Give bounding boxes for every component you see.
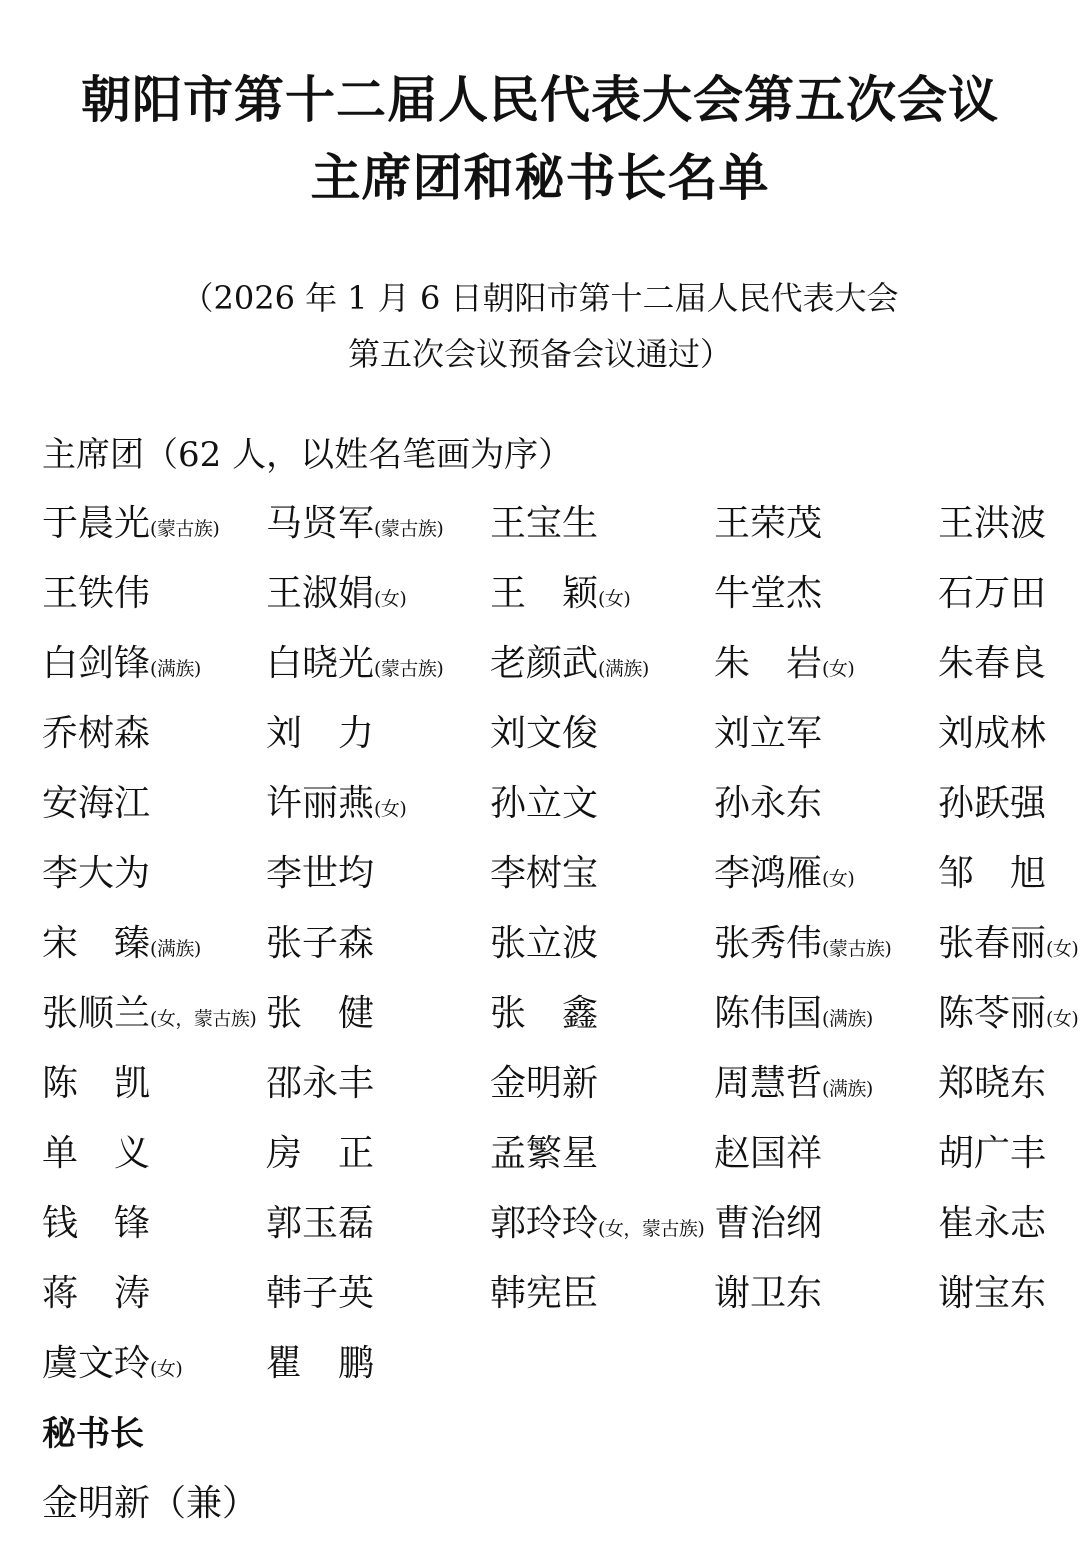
presidium-member: [42, 1264, 266, 1334]
presidium-member: [490, 1194, 714, 1264]
member-name: 许丽燕: [266, 783, 375, 824]
member-name: 张顺兰: [42, 993, 151, 1034]
presidium-heading: 主席团（62 人，以姓名笔画为序）: [42, 435, 573, 475]
presidium-member: [42, 984, 266, 1054]
member-note: (女): [1046, 1008, 1079, 1030]
member-name: 张 健: [266, 993, 375, 1034]
presidium-member: [42, 774, 266, 844]
member-name: 张 鑫: [490, 993, 599, 1034]
member-name: 谢卫东: [714, 1273, 823, 1314]
member-name: 孙立文: [490, 783, 599, 824]
presidium-member: [42, 844, 266, 914]
member-name: 陈苓丽: [938, 993, 1047, 1034]
presidium-member: [938, 984, 1080, 1054]
presidium-member: [42, 1124, 266, 1194]
member-name: 钱 锋: [42, 1203, 151, 1244]
presidium-member: [938, 844, 1080, 914]
member-name: 孙永东: [714, 783, 823, 824]
presidium-member: [42, 1194, 266, 1264]
presidium-member: [490, 1264, 714, 1334]
member-name: 虞文玲: [42, 1343, 151, 1384]
presidium-member: [714, 984, 938, 1054]
member-note: (女): [1046, 938, 1079, 960]
member-note: (女): [598, 588, 631, 610]
member-name: 于晨光: [42, 503, 151, 544]
member-note: (满族): [598, 658, 649, 680]
member-name: 朱春良: [938, 643, 1047, 684]
member-name: 王 颖: [490, 573, 599, 614]
presidium-member: [266, 634, 490, 704]
member-name: 孙跃强: [938, 783, 1047, 824]
member-note: (满族): [822, 1008, 873, 1030]
member-note: (满族): [822, 1078, 873, 1100]
member-name: 瞿 鹏: [266, 1343, 375, 1384]
member-note: (女): [150, 1358, 183, 1380]
member-note: (女): [822, 868, 855, 890]
presidium-member: [266, 1334, 490, 1404]
member-name: 刘文俊: [490, 713, 599, 754]
member-name: 刘成林: [938, 713, 1047, 754]
adoption-note-line-2: 第五次会议预备会议通过）: [347, 335, 732, 373]
member-name: 李鸿雁: [714, 853, 823, 894]
presidium-member: [714, 1054, 938, 1124]
presidium-member: [714, 634, 938, 704]
member-name: 张立波: [490, 923, 599, 964]
presidium-member: [714, 844, 938, 914]
member-name: 周慧哲: [714, 1063, 823, 1104]
presidium-member: [714, 704, 938, 774]
member-note: (蒙古族): [822, 938, 892, 960]
member-name: 金明新: [490, 1063, 599, 1104]
member-name: 孟繁星: [490, 1133, 599, 1174]
presidium-member: [266, 1054, 490, 1124]
member-note: (蒙古族): [150, 518, 220, 540]
member-name: 韩宪臣: [490, 1273, 599, 1314]
member-name: 李树宝: [490, 853, 599, 894]
presidium-member: [714, 774, 938, 844]
presidium-member: [42, 704, 266, 774]
presidium-member: [938, 1054, 1080, 1124]
member-name: 刘 力: [266, 713, 375, 754]
presidium-member: [714, 494, 938, 564]
presidium-member: [938, 774, 1080, 844]
presidium-member: [714, 914, 938, 984]
member-name: 曹治纲: [714, 1203, 823, 1244]
member-name: 郭玲玲: [490, 1203, 599, 1244]
member-name: 郭玉磊: [266, 1203, 375, 1244]
presidium-member: [938, 1264, 1080, 1334]
member-name: 刘立军: [714, 713, 823, 754]
presidium-member-list: [42, 494, 1080, 1404]
member-name: 李大为: [42, 853, 151, 894]
presidium-member: [42, 564, 266, 634]
member-name: 马贤军: [266, 503, 375, 544]
presidium-member: [490, 1054, 714, 1124]
presidium-member: [42, 914, 266, 984]
presidium-member: [714, 1264, 938, 1334]
member-name: 张秀伟: [714, 923, 823, 964]
presidium-member: [266, 984, 490, 1054]
presidium-member: [266, 1124, 490, 1194]
presidium-member: [42, 1054, 266, 1124]
presidium-member: [266, 564, 490, 634]
member-name: 白晓光: [266, 643, 375, 684]
secretary-general-name: 金明新（兼）: [42, 1483, 259, 1524]
presidium-member: [266, 704, 490, 774]
member-note: (女): [374, 588, 407, 610]
member-note: (女，蒙古族): [150, 1008, 257, 1030]
member-note: (蒙古族): [374, 518, 444, 540]
member-name: 白剑锋: [42, 643, 151, 684]
member-name: 张春丽: [938, 923, 1047, 964]
member-name: 谢宝东: [938, 1273, 1047, 1314]
member-name: 单 义: [42, 1133, 151, 1174]
adoption-note-line-1: （2026 年 1 月 6 日朝阳市第十二届人民代表大会: [181, 279, 899, 317]
member-name: 石万田: [938, 573, 1047, 614]
member-note: (满族): [150, 938, 201, 960]
presidium-member: [42, 1334, 266, 1404]
secretary-general-heading: 秘书长: [42, 1414, 144, 1454]
member-name: 宋 臻: [42, 923, 151, 964]
presidium-member: [490, 494, 714, 564]
presidium-member: [266, 1194, 490, 1264]
presidium-member: [490, 704, 714, 774]
presidium-member: [938, 914, 1080, 984]
member-note: (女): [822, 658, 855, 680]
presidium-member: [490, 844, 714, 914]
presidium-member: [938, 1194, 1080, 1264]
presidium-member: [266, 914, 490, 984]
presidium-member: [490, 984, 714, 1054]
member-name: 赵国祥: [714, 1133, 823, 1174]
presidium-member: [266, 774, 490, 844]
member-name: 蒋 涛: [42, 1273, 151, 1314]
member-name: 牛堂杰: [714, 573, 823, 614]
presidium-member: [714, 564, 938, 634]
member-name: 王荣茂: [714, 503, 823, 544]
member-name: 陈 凯: [42, 1063, 151, 1104]
presidium-member: [490, 564, 714, 634]
member-note: (蒙古族): [374, 658, 444, 680]
member-name: 韩子英: [266, 1273, 375, 1314]
presidium-member: [490, 634, 714, 704]
member-name: 老颜武: [490, 643, 599, 684]
document-title-line-2: 主席团和秘书长名单: [310, 148, 770, 207]
member-name: 张子森: [266, 923, 375, 964]
presidium-member: [938, 494, 1080, 564]
presidium-member: [490, 774, 714, 844]
presidium-member: [938, 564, 1080, 634]
member-name: 王淑娟: [266, 573, 375, 614]
member-name: 朱 岩: [714, 643, 823, 684]
member-note: (女): [374, 798, 407, 820]
presidium-member: [714, 1124, 938, 1194]
presidium-member: [938, 704, 1080, 774]
presidium-member: [266, 494, 490, 564]
presidium-member: [266, 844, 490, 914]
member-note: (满族): [150, 658, 201, 680]
presidium-member: [938, 1124, 1080, 1194]
presidium-member: [42, 634, 266, 704]
presidium-member: [490, 914, 714, 984]
presidium-member: [938, 634, 1080, 704]
member-name: 郑晓东: [938, 1063, 1047, 1104]
presidium-member: [714, 1194, 938, 1264]
presidium-member: [42, 494, 266, 564]
member-name: 王洪波: [938, 503, 1047, 544]
member-name: 王宝生: [490, 503, 599, 544]
member-name: 崔永志: [938, 1203, 1047, 1244]
presidium-member: [490, 1124, 714, 1194]
document-title-line-1: 朝阳市第十二届人民代表大会第五次会议: [81, 70, 999, 129]
presidium-member: [266, 1264, 490, 1334]
member-name: 安海江: [42, 783, 151, 824]
member-name: 王铁伟: [42, 573, 151, 614]
member-note: (女，蒙古族): [598, 1218, 705, 1240]
member-name: 李世均: [266, 853, 375, 894]
member-name: 乔树森: [42, 713, 151, 754]
member-name: 邹 旭: [938, 853, 1047, 894]
member-name: 房 正: [266, 1133, 375, 1174]
member-name: 胡广丰: [938, 1133, 1047, 1174]
member-name: 陈伟国: [714, 993, 823, 1034]
member-name: 邵永丰: [266, 1063, 375, 1104]
